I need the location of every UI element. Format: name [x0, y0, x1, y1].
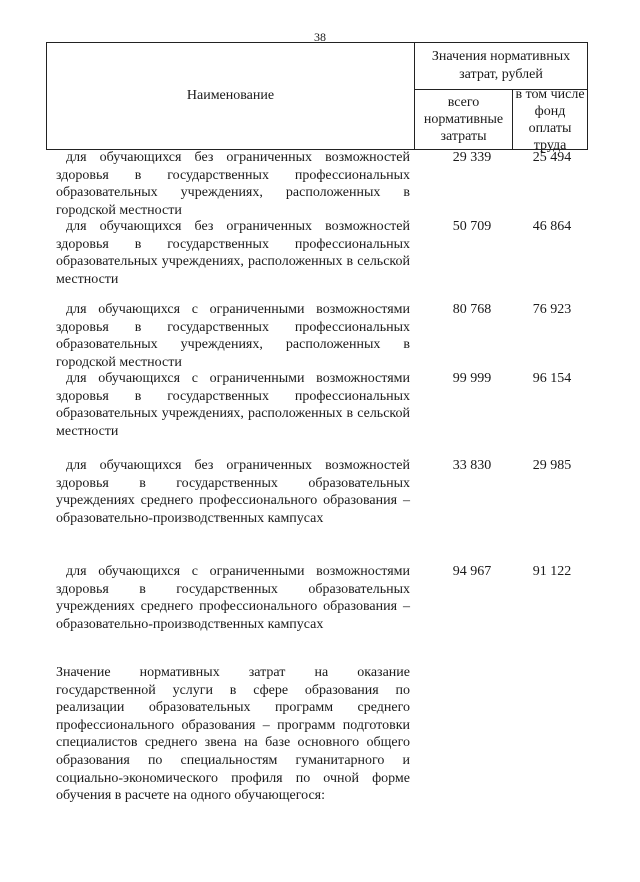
- row-text: для обучающихся без ограниченных возможностей здоровья в государственных профессиональных образовательных учреждениях, расположенных в городской местности: [56, 150, 410, 218]
- row-text: для обучающихся с ограниченными возможностями здоровья в государственных профессиональных образовательных учреждениях, расположенных в сельской местности: [56, 371, 410, 439]
- row-total: 94 967: [452, 564, 492, 579]
- row-fund: 25 494: [532, 150, 572, 165]
- row-fund: 96 154: [532, 371, 572, 386]
- row-fund: 91 122: [532, 564, 572, 579]
- table-header: [46, 42, 588, 153]
- row-text: для обучающихся с ограниченными возможностями здоровья в государственных профессиональных образовательных учреждениях, расположенных в городской местности: [56, 302, 410, 370]
- row-fund: 46 864: [532, 219, 572, 234]
- header-total: всего нормативные затраты: [423, 95, 504, 144]
- row-text: для обучающихся с ограниченными возможностями здоровья в государственных образовательных учреждениях среднего профессионального образования – образовательно-производственных кампусах: [56, 564, 410, 632]
- row-total: 80 768: [452, 302, 492, 317]
- row-total: 29 339: [452, 150, 492, 165]
- header-values: Значения нормативных затрат, рублей: [431, 49, 571, 82]
- row-text: для обучающихся без ограниченных возможностей здоровья в государственных образовательных учреждениях среднего профессионального образования – образовательно-производственных кампусах: [56, 458, 410, 526]
- header-name: Наименование: [186, 88, 275, 103]
- row-text: для обучающихся без ограниченных возможностей здоровья в государственных профессиональных образовательных учреждениях, расположенных в сельской местности: [56, 219, 410, 287]
- row-total: 99 999: [452, 371, 492, 386]
- closing-paragraph: Значение нормативных затрат на оказание государственной услуги в сфере образования по реализации образовательных программ среднего профессионального образования – программ подготовки специалистов среднего звена на базе основного общего образования по специальностям гуманитарного и социально-экономического профиля по очной форме обучения в расчете на одного обучающегося:: [56, 665, 410, 804]
- row-total: 33 830: [452, 458, 492, 473]
- page-number: 38: [314, 30, 326, 44]
- row-fund: 29 985: [532, 458, 572, 473]
- header-fund: в том числе фонд оплаты труда: [515, 86, 585, 153]
- row-total: 50 709: [452, 219, 492, 234]
- row-fund: 76 923: [532, 302, 572, 317]
